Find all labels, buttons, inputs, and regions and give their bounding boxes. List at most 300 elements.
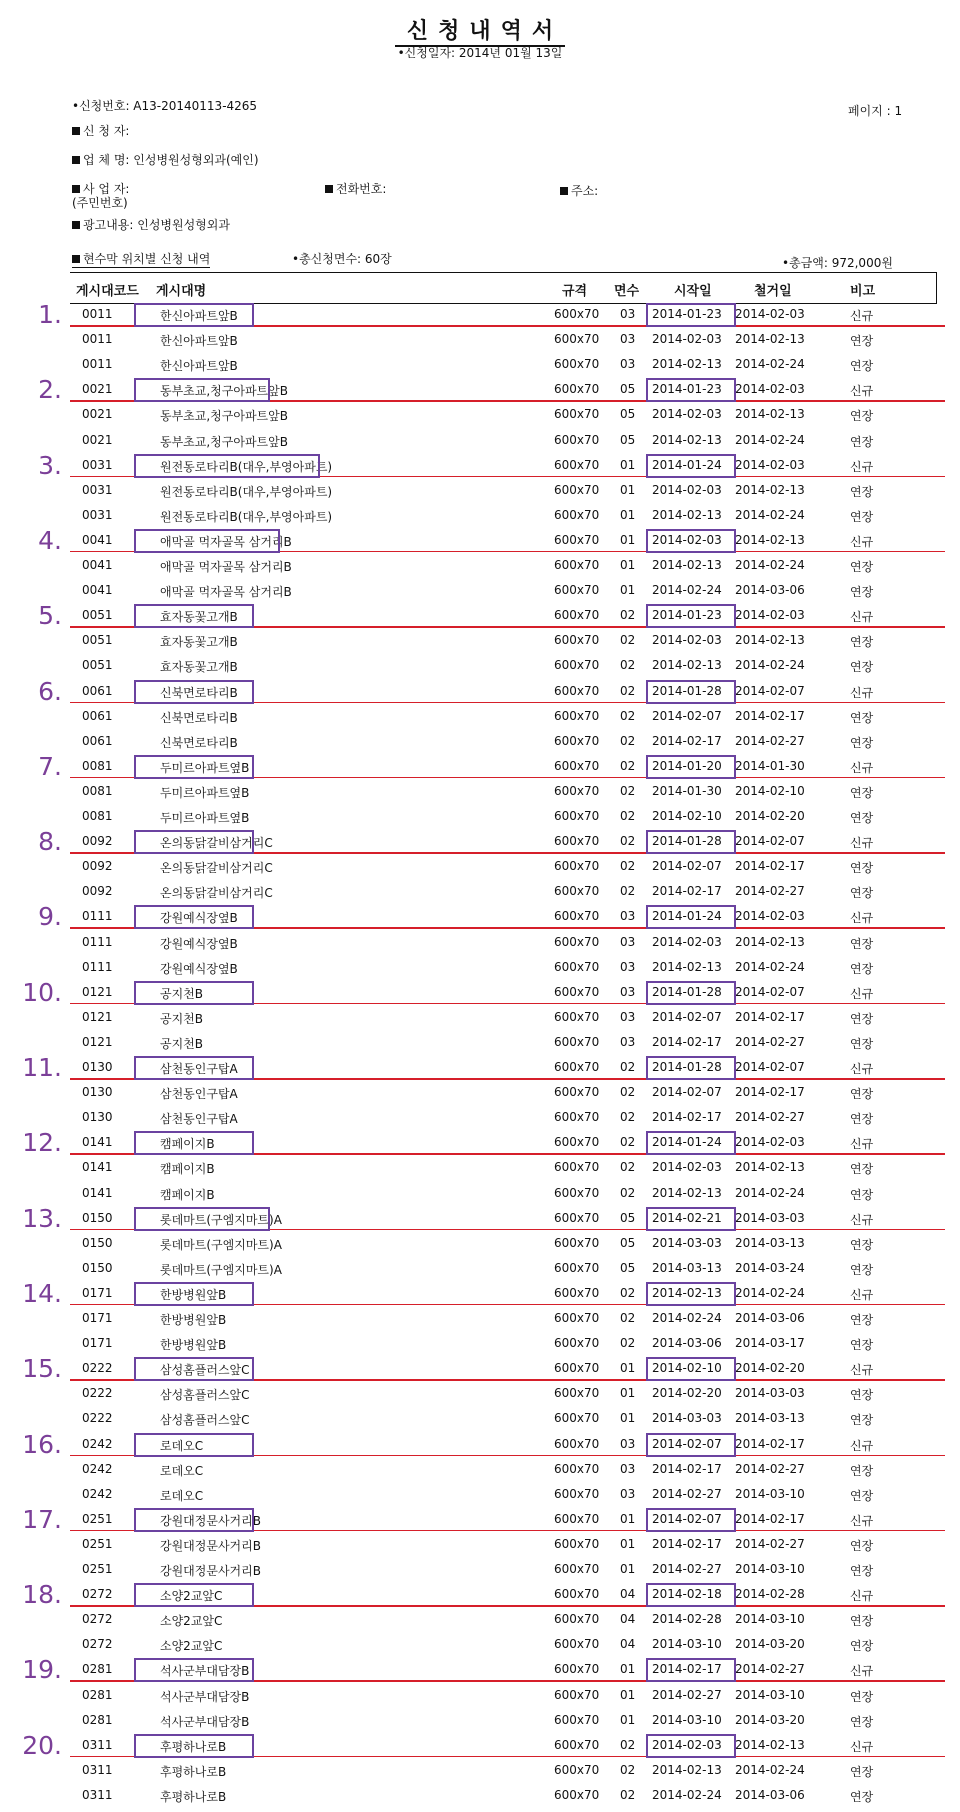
cell-size: 600x70 — [554, 834, 600, 849]
cell-count: 02 — [620, 683, 636, 698]
header-start: 시작일 — [674, 284, 712, 299]
highlight-box-name — [134, 1433, 254, 1457]
highlight-box-date — [646, 1357, 736, 1381]
highlight-box-name — [134, 1508, 254, 1532]
cell-end: 2014-02-03 — [735, 608, 805, 623]
cell-end: 2014-03-20 — [735, 1712, 805, 1727]
table-row — [70, 628, 940, 653]
cell-end: 2014-02-17 — [735, 1085, 805, 1100]
cell-name: 강원예식장옆B — [160, 936, 238, 951]
group-number: 20. — [22, 1730, 62, 1760]
cell-size: 600x70 — [554, 1085, 600, 1100]
cell-count: 05 — [620, 382, 636, 397]
cell-start: 2014-02-03 — [652, 633, 722, 648]
cell-size: 600x70 — [554, 1562, 600, 1576]
cell-start: 2014-02-24 — [652, 1311, 722, 1325]
cell-code: 0281 — [82, 1712, 113, 1727]
cell-start: 2014-01-24 — [652, 1135, 722, 1150]
highlight-box-name — [134, 830, 254, 854]
highlight-box-name — [134, 981, 254, 1005]
cell-note: 연장 — [850, 359, 874, 374]
cell-count: 03 — [620, 1486, 636, 1501]
cell-start: 2014-02-13 — [652, 1185, 722, 1200]
cell-name: 강원대정문사거리B — [160, 1564, 261, 1578]
cell-end: 2014-02-13 — [735, 1160, 805, 1175]
cell-name: 로데오C — [160, 1438, 204, 1453]
cell-start: 2014-02-07 — [652, 859, 722, 874]
cell-size: 600x70 — [554, 1110, 600, 1125]
cell-count: 02 — [620, 708, 636, 723]
cell-count: 01 — [620, 1361, 636, 1376]
cell-code: 0031 — [82, 482, 113, 497]
highlight-box-date — [646, 1583, 736, 1607]
highlight-box-date — [646, 905, 736, 929]
cell-size: 600x70 — [554, 1511, 600, 1526]
cell-count: 02 — [620, 783, 636, 798]
cell-name: 로데오C — [160, 1463, 204, 1478]
cell-start: 2014-02-18 — [652, 1587, 722, 1602]
cell-name: 온의동닭갈비삼거리C — [160, 886, 273, 901]
table-row — [70, 1532, 940, 1557]
highlight-box-name — [134, 604, 254, 628]
cell-size: 600x70 — [554, 934, 600, 949]
cell-name: 애막골 먹자골목 삼거리B — [160, 560, 292, 574]
cell-note: 연장 — [850, 1714, 874, 1729]
cell-end: 2014-03-10 — [735, 1562, 805, 1576]
cell-name: 신북면로타리B — [160, 685, 238, 700]
cell-size: 600x70 — [554, 332, 600, 347]
table-row — [70, 804, 940, 829]
group-number: 4. — [38, 525, 62, 555]
highlight-box-name — [134, 529, 280, 553]
highlight-box-name — [134, 1131, 254, 1155]
cell-count: 03 — [620, 959, 636, 974]
cell-code: 0111 — [82, 909, 113, 924]
cell-code: 0081 — [82, 809, 113, 823]
cell-size: 600x70 — [554, 1737, 600, 1752]
cell-code: 0041 — [82, 558, 113, 572]
cell-note: 신규 — [850, 459, 874, 474]
cell-start: 2014-02-27 — [652, 1486, 722, 1501]
highlight-box-date — [646, 1282, 736, 1306]
highlight-box-date — [646, 604, 736, 628]
cell-start: 2014-02-13 — [652, 432, 722, 447]
cell-name: 석사군부대담장B — [160, 1714, 250, 1729]
cell-start: 2014-02-13 — [652, 1762, 722, 1777]
cell-start: 2014-02-03 — [652, 407, 722, 422]
cell-name: 강원대정문사거리B — [160, 1538, 261, 1553]
cell-name: 롯데마트(구엠지마트)A — [160, 1262, 282, 1277]
cell-size: 600x70 — [554, 507, 600, 522]
cell-note: 신규 — [850, 911, 874, 926]
cell-note: 신규 — [850, 760, 874, 775]
cell-name: 원전동로타리B(대우,부영아파트) — [160, 484, 333, 499]
cell-end: 2014-02-27 — [735, 1461, 805, 1476]
cell-count: 02 — [620, 1060, 636, 1074]
cell-start: 2014-02-17 — [652, 884, 722, 899]
cell-note: 연장 — [850, 484, 874, 499]
table-row — [70, 1181, 940, 1206]
cell-code: 0141 — [82, 1135, 113, 1150]
cell-name: 애막골 먹자골목 삼거리B — [160, 534, 292, 549]
cell-end: 2014-03-06 — [735, 1311, 805, 1325]
cell-name: 효자동꽃고개B — [160, 660, 238, 675]
cell-count: 01 — [620, 1386, 636, 1401]
highlight-box-name — [134, 1357, 254, 1381]
company-name: 업 체 명: 인성병원성형외과(예인) — [83, 153, 259, 167]
highlight-box-date — [646, 1734, 736, 1758]
bullet-icon — [72, 127, 80, 135]
cell-note: 연장 — [850, 1388, 874, 1403]
cell-start: 2014-02-21 — [652, 1210, 722, 1225]
cell-size: 600x70 — [554, 1712, 600, 1727]
cell-code: 0171 — [82, 1311, 113, 1325]
table-row — [70, 352, 940, 377]
cell-start: 2014-02-07 — [652, 1436, 722, 1451]
request-number: •신청번호: A13-20140113-4265 — [72, 99, 258, 113]
cell-count: 03 — [620, 332, 636, 347]
cell-note: 연장 — [850, 1036, 874, 1051]
highlight-box-date — [646, 755, 736, 779]
cell-size: 600x70 — [554, 1135, 600, 1150]
cell-start: 2014-02-07 — [652, 1009, 722, 1024]
cell-size: 600x70 — [554, 658, 600, 673]
highlight-box-name — [134, 905, 254, 929]
cell-code: 0061 — [82, 708, 113, 723]
cell-start: 2014-03-03 — [652, 1235, 722, 1250]
cell-name: 강원예식장옆B — [160, 961, 238, 976]
cell-code: 0081 — [82, 783, 113, 798]
cell-start: 2014-02-03 — [652, 482, 722, 497]
cell-count: 02 — [620, 1311, 636, 1325]
cell-end: 2014-02-07 — [735, 984, 805, 999]
cell-size: 600x70 — [554, 1637, 600, 1652]
cell-end: 2014-02-07 — [735, 683, 805, 698]
cell-end: 2014-02-27 — [735, 1662, 805, 1677]
cell-name: 애막골 먹자골목 삼거리B — [160, 585, 292, 600]
cell-name: 강원대정문사거리B — [160, 1513, 261, 1528]
cell-count: 01 — [620, 532, 636, 547]
highlight-box-date — [646, 1508, 736, 1532]
cell-code: 0111 — [82, 934, 113, 949]
cell-start: 2014-03-03 — [652, 1411, 722, 1426]
cell-end: 2014-02-03 — [735, 307, 805, 321]
cell-size: 600x70 — [554, 1411, 600, 1426]
table-row — [70, 729, 940, 754]
cell-end: 2014-02-13 — [735, 332, 805, 347]
header-count: 면수 — [614, 284, 640, 299]
cell-end: 2014-02-24 — [735, 1285, 805, 1300]
cell-name: 동부초교,청구아파트앞B — [160, 434, 288, 449]
table-row — [70, 955, 940, 980]
cell-note: 연장 — [850, 1313, 874, 1327]
cell-name: 소양2교앞C — [160, 1639, 223, 1654]
cell-start: 2014-02-13 — [652, 658, 722, 673]
highlight-box-date — [646, 454, 736, 478]
cell-code: 0130 — [82, 1110, 113, 1125]
group-number: 2. — [38, 375, 62, 405]
cell-name: 삼천동인구탑A — [160, 1087, 238, 1102]
cell-code: 0311 — [82, 1787, 113, 1802]
table-row — [70, 553, 940, 578]
applicant-label: 신 청 자: — [83, 124, 130, 138]
cell-end: 2014-02-13 — [735, 482, 805, 497]
cell-size: 600x70 — [554, 1486, 600, 1501]
cell-count: 02 — [620, 1185, 636, 1200]
cell-end: 2014-02-07 — [735, 834, 805, 849]
cell-start: 2014-03-10 — [652, 1637, 722, 1652]
table-row — [70, 1406, 940, 1431]
group-number: 17. — [22, 1504, 62, 1534]
cell-count: 05 — [620, 432, 636, 447]
cell-start: 2014-01-23 — [652, 307, 722, 321]
cell-code: 0281 — [82, 1662, 113, 1677]
cell-count: 02 — [620, 834, 636, 849]
cell-note: 연장 — [850, 1087, 874, 1102]
cell-count: 01 — [620, 457, 636, 472]
cell-count: 03 — [620, 307, 636, 321]
cell-end: 2014-03-03 — [735, 1210, 805, 1225]
group-number: 10. — [22, 977, 62, 1007]
cell-note: 연장 — [850, 1262, 874, 1277]
cell-count: 05 — [620, 1235, 636, 1250]
cell-start: 2014-02-17 — [652, 1034, 722, 1049]
cell-name: 공지천B — [160, 1011, 204, 1026]
cell-start: 2014-02-13 — [652, 959, 722, 974]
phone-label: 전화번호: — [336, 182, 387, 196]
applicant-row — [72, 122, 129, 139]
cell-note: 신규 — [850, 986, 874, 1001]
cell-size: 600x70 — [554, 708, 600, 723]
bullet-icon — [72, 156, 80, 164]
cell-end: 2014-02-07 — [735, 1060, 805, 1074]
cell-code: 0141 — [82, 1185, 113, 1200]
cell-code: 0272 — [82, 1612, 113, 1627]
cell-count: 04 — [620, 1587, 636, 1602]
cell-size: 600x70 — [554, 1787, 600, 1802]
cell-note: 신규 — [850, 1363, 874, 1378]
cell-code: 0242 — [82, 1486, 113, 1501]
highlight-box-name — [134, 1207, 270, 1231]
header-end: 철거일 — [754, 284, 792, 299]
cell-code: 0081 — [82, 758, 113, 773]
cell-end: 2014-03-24 — [735, 1260, 805, 1275]
table-row — [70, 1482, 940, 1507]
cell-note: 연장 — [850, 585, 874, 600]
cell-start: 2014-01-24 — [652, 457, 722, 472]
cell-note: 신규 — [850, 1062, 874, 1076]
table-row — [70, 1457, 940, 1482]
cell-note: 연장 — [850, 334, 874, 349]
cell-start: 2014-02-17 — [652, 1110, 722, 1125]
table-row — [70, 1783, 940, 1808]
business-sub-label: (주민번호) — [72, 196, 128, 210]
cell-count: 01 — [620, 507, 636, 522]
cell-count: 03 — [620, 934, 636, 949]
cell-size: 600x70 — [554, 1612, 600, 1627]
cell-count: 01 — [620, 1511, 636, 1526]
table-row — [70, 930, 940, 955]
cell-note: 신규 — [850, 534, 874, 549]
cell-end: 2014-02-27 — [735, 1034, 805, 1049]
group-number: 9. — [38, 902, 62, 932]
cell-start: 2014-02-13 — [652, 1285, 722, 1300]
cell-count: 02 — [620, 1737, 636, 1752]
cell-code: 0272 — [82, 1587, 113, 1602]
cell-end: 2014-03-13 — [735, 1411, 805, 1426]
table-row — [70, 1005, 940, 1030]
cell-start: 2014-01-30 — [652, 783, 722, 798]
cell-count: 02 — [620, 1110, 636, 1125]
cell-name: 두미르아파트옆B — [160, 785, 250, 800]
cell-start: 2014-02-03 — [652, 332, 722, 347]
cell-start: 2014-02-13 — [652, 507, 722, 522]
cell-note: 연장 — [850, 1338, 874, 1353]
cell-name: 삼성홈플러스앞C — [160, 1413, 250, 1428]
cell-count: 02 — [620, 608, 636, 623]
cell-size: 600x70 — [554, 357, 600, 372]
cell-note: 신규 — [850, 1212, 874, 1227]
cell-end: 2014-02-17 — [735, 859, 805, 874]
cell-code: 0150 — [82, 1210, 113, 1225]
cell-end: 2014-02-17 — [735, 1436, 805, 1451]
cell-size: 600x70 — [554, 608, 600, 623]
address-row — [560, 182, 598, 199]
cell-count: 01 — [620, 558, 636, 572]
table-row — [70, 1758, 940, 1783]
cell-count: 01 — [620, 482, 636, 497]
cell-count: 02 — [620, 1336, 636, 1351]
table-row — [70, 503, 940, 528]
cell-start: 2014-02-28 — [652, 1612, 722, 1627]
cell-end: 2014-02-17 — [735, 1009, 805, 1024]
cell-name: 후평하나로B — [160, 1764, 227, 1779]
cell-code: 0111 — [82, 959, 113, 974]
cell-name: 삼천동인구탑A — [160, 1062, 238, 1076]
cell-size: 600x70 — [554, 583, 600, 598]
cell-note: 연장 — [850, 961, 874, 976]
highlight-box-name — [134, 1583, 254, 1607]
highlight-box-name — [134, 303, 254, 327]
cell-count: 01 — [620, 1687, 636, 1702]
cell-note: 연장 — [850, 1564, 874, 1578]
cell-size: 600x70 — [554, 1436, 600, 1451]
cell-note: 연장 — [850, 1413, 874, 1428]
cell-code: 0150 — [82, 1260, 113, 1275]
cell-start: 2014-02-07 — [652, 1511, 722, 1526]
group-number: 14. — [22, 1278, 62, 1308]
cell-code: 0041 — [82, 532, 113, 547]
cell-count: 02 — [620, 1285, 636, 1300]
cell-start: 2014-03-13 — [652, 1260, 722, 1275]
cell-count: 01 — [620, 1411, 636, 1426]
cell-start: 2014-02-03 — [652, 934, 722, 949]
cell-code: 0051 — [82, 608, 113, 623]
cell-name: 소양2교앞C — [160, 1589, 223, 1604]
cell-start: 2014-02-17 — [652, 1536, 722, 1551]
section-title: 현수막 위치별 신청 내역 — [72, 250, 210, 268]
group-number: 3. — [38, 450, 62, 480]
cell-size: 600x70 — [554, 884, 600, 899]
table-row — [70, 428, 940, 453]
company-row — [72, 151, 259, 168]
group-number: 16. — [22, 1429, 62, 1459]
cell-start: 2014-02-10 — [652, 809, 722, 823]
cell-note: 연장 — [850, 1463, 874, 1478]
cell-note: 연장 — [850, 1011, 874, 1026]
table-row — [70, 1381, 940, 1406]
cell-code: 0092 — [82, 859, 113, 874]
cell-count: 03 — [620, 1436, 636, 1451]
cell-count: 02 — [620, 1135, 636, 1150]
cell-name: 강원예식장옆B — [160, 911, 238, 926]
cell-start: 2014-02-03 — [652, 1737, 722, 1752]
cell-size: 600x70 — [554, 457, 600, 472]
cell-end: 2014-02-24 — [735, 432, 805, 447]
table-row — [70, 854, 940, 879]
cell-name: 한신아파트앞B — [160, 359, 238, 374]
cell-size: 600x70 — [554, 558, 600, 572]
cell-size: 600x70 — [554, 1536, 600, 1551]
highlight-box-name — [134, 680, 254, 704]
cell-count: 04 — [620, 1612, 636, 1627]
highlight-box-date — [646, 981, 736, 1005]
cell-end: 2014-02-20 — [735, 809, 805, 823]
cell-count: 01 — [620, 583, 636, 598]
cell-size: 600x70 — [554, 1361, 600, 1376]
cell-end: 2014-02-13 — [735, 532, 805, 547]
cell-name: 온의동닭갈비삼거리C — [160, 861, 273, 876]
cell-start: 2014-02-13 — [652, 558, 722, 572]
header-note: 비고 — [850, 284, 876, 299]
cell-name: 동부초교,청구아파트앞B — [160, 409, 288, 424]
table-row — [70, 578, 940, 603]
cell-size: 600x70 — [554, 809, 600, 823]
cell-name: 공지천B — [160, 986, 204, 1001]
group-number: 5. — [38, 601, 62, 631]
cell-start: 2014-03-10 — [652, 1712, 722, 1727]
cell-size: 600x70 — [554, 1662, 600, 1677]
phone-row — [325, 180, 386, 197]
cell-count: 02 — [620, 1085, 636, 1100]
cell-count: 02 — [620, 1160, 636, 1175]
cell-code: 0141 — [82, 1160, 113, 1175]
cell-end: 2014-02-27 — [735, 884, 805, 899]
cell-code: 0092 — [82, 884, 113, 899]
cell-end: 2014-02-24 — [735, 658, 805, 673]
cell-end: 2014-02-24 — [735, 959, 805, 974]
cell-end: 2014-02-03 — [735, 1135, 805, 1150]
document-title: 신청내역서 — [0, 14, 960, 45]
cell-name: 삼성홈플러스앞C — [160, 1363, 250, 1378]
cell-start: 2014-01-28 — [652, 834, 722, 849]
cell-note: 연장 — [850, 1488, 874, 1503]
cell-note: 신규 — [850, 1589, 874, 1604]
table-row — [70, 1683, 940, 1708]
cell-end: 2014-03-10 — [735, 1486, 805, 1501]
cell-code: 0021 — [82, 432, 113, 447]
table-row — [70, 1030, 940, 1055]
cell-end: 2014-02-24 — [735, 1762, 805, 1777]
table-row — [70, 1231, 940, 1256]
cell-size: 600x70 — [554, 959, 600, 974]
highlight-box-date — [646, 680, 736, 704]
address-label: 주소: — [571, 184, 599, 198]
cell-size: 600x70 — [554, 1687, 600, 1702]
cell-code: 0311 — [82, 1762, 113, 1777]
cell-end: 2014-03-03 — [735, 1386, 805, 1401]
cell-count: 01 — [620, 1562, 636, 1576]
